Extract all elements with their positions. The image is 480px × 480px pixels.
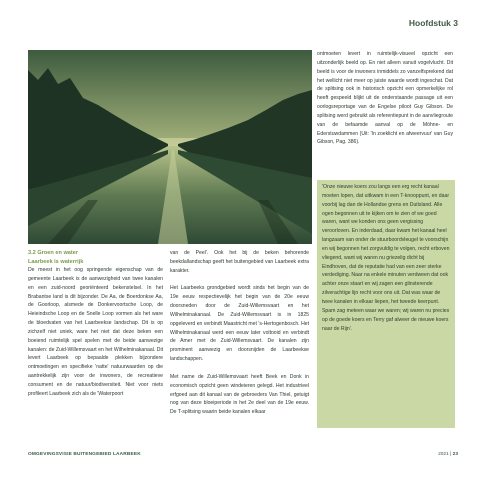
paragraph: Met name de Zuid-Willemsvaart heeft Beek en Donk in economisch opzicht geen windeieren gelegd. Het industrieel erfgoed aan dit kanaal van de gebroeders Van Thiel, getuigt nog van deze bloeiperiode in het 2e deel van de 19e eeuw. De T-splitsing waarin beide kanalen elkaar: [170, 373, 309, 416]
section-subtitle: Laarbeek is waterrijk: [28, 258, 84, 265]
gibson-quote: 'Onze nieuwe koers zou langs een erg recht kanaal moeten lopen, dat uitkwam in een T-knooppunt, en daar voorbij lag dan de Hollandse grens en Duitsland. Alle ogen begonnen uit te kijken om te zien of we goed waren, want we konden ons geen vergissing veroorloven. En inderdaad, daar kwam het kanaal heel langzaam van onder de stuurboordvleugel te voorschijn en wij begonnen het zorgvuldig te volgen, recht erboven vliegend, want wij waren nu griezelig dicht bij Eindhoven, dat de reputatie had van een zeer sterke verdediging. Naar na enkele minuten verdween dat ook achter onze staart en wij zagen een glinsterende zilverachtige lijn recht voor ons uit. Dat was waar de twee kanalen in elkaar liepen, het tweede keerpunt. Spam zag meteen waar we waren; wij waren nu precies op de goede koers en Terry gaf alweer de nieuwe koers naar de Rijn'.: [322, 184, 450, 332]
section-title: 3.2 Groen en water: [28, 250, 79, 256]
canal-photo: [28, 50, 312, 244]
footer-year: 2021 |: [438, 452, 452, 457]
footer-page-info: [438, 452, 458, 457]
paragraph: ontmoeten levert in ruimtelijk-visueel opzicht een uitzonderlijk beeld op. En niet alleen vanuit vogelvlucht. Dit beeld is voor de inwoners inmiddels zo vanzelfsprekend dat het wellicht niet meer op juiste waarde wordt ingeschat. Dat de splitsing ook in historisch opzicht een opmerkelijke rol heeft gespeeld blijkt uit de onderstaande passage uit een oorlogsreportage van de Engelse piloot Guy Gibson. De splitsing werd gebruikt als referentiepunt in de aanvliegroute van de befaamde aanval op de Möhne- en Ederstuwdammen (Uit: 'In zoeklicht en afweervuur' van Guy Gibson, Pag. 386).: [317, 51, 453, 146]
canal-photo-graphic: [28, 50, 312, 244]
chapter-heading: Hoofdstuk 3: [408, 18, 458, 28]
right-column-text: [317, 50, 453, 156]
footer-title: OMGEVINGSVISIE BUITENGEBIED LAARBEEK: [28, 452, 141, 457]
left-column-text: [28, 249, 163, 408]
paragraph: van de Peel'. Ook het bij de beken behorende beekdallandschap geeft het buitengebied van Laarbeek extra karakter.: [170, 250, 309, 274]
page-number: 23: [452, 452, 458, 457]
middle-column-text: [170, 249, 309, 426]
paragraph: Het Laarbeeks grondgebied wordt sinds het begin van de 19e eeuw respectievelijk het begin van de 20e eeuw doorsneden door de Zuid-Willemsvaart en het Wilhelminakanaal. De Zuid-Willemsvaart is in 1825 opgeleverd en verbindt Maastricht met 's-Hertogenbosch. Het Wilhelminakanaal werd een eeuw later voltooid en verbindt de Amer met de Zuid-Willemsvaart. De kanalen zijn prominent aanwezig en doorsnijden de Laarbeekse landschappen.: [170, 285, 309, 363]
paragraph: De meest in het oog springende eigenschap van de gemeente Laarbeek is de aanwezigheid van twee kanalen en een zuid-noord georiënteerd bekenstelsel. In het Brabantse land is dit bijzonder. De Aa, de Boerdonkse Aa, de Goorloop, alsmede de Donkervoortsche Loop, de Heieindsche Loop en de Snelle Loop vormen als het ware de bloedvaten van het Laarbeekse landschap. Dit is op zichzelf niet uniek, ware het niet dat deze beken een boeiend ruimtelijk spel spelen met de beide aanwezige kanalen: de Zuid-Willemsvaart en het Wilhelminakanaal. Dit levert Laarbeek op bepaalde plekken bijzondere ontmoetingen en specifieke 'natte' natuurwaarden op die aantrekkelijk zijn voor de inwoners, de recreatieve consument en de natuur/biodiversiteit. Niet voor niets profileert Laarbeek zich als de 'Waterpoort: [28, 267, 163, 397]
